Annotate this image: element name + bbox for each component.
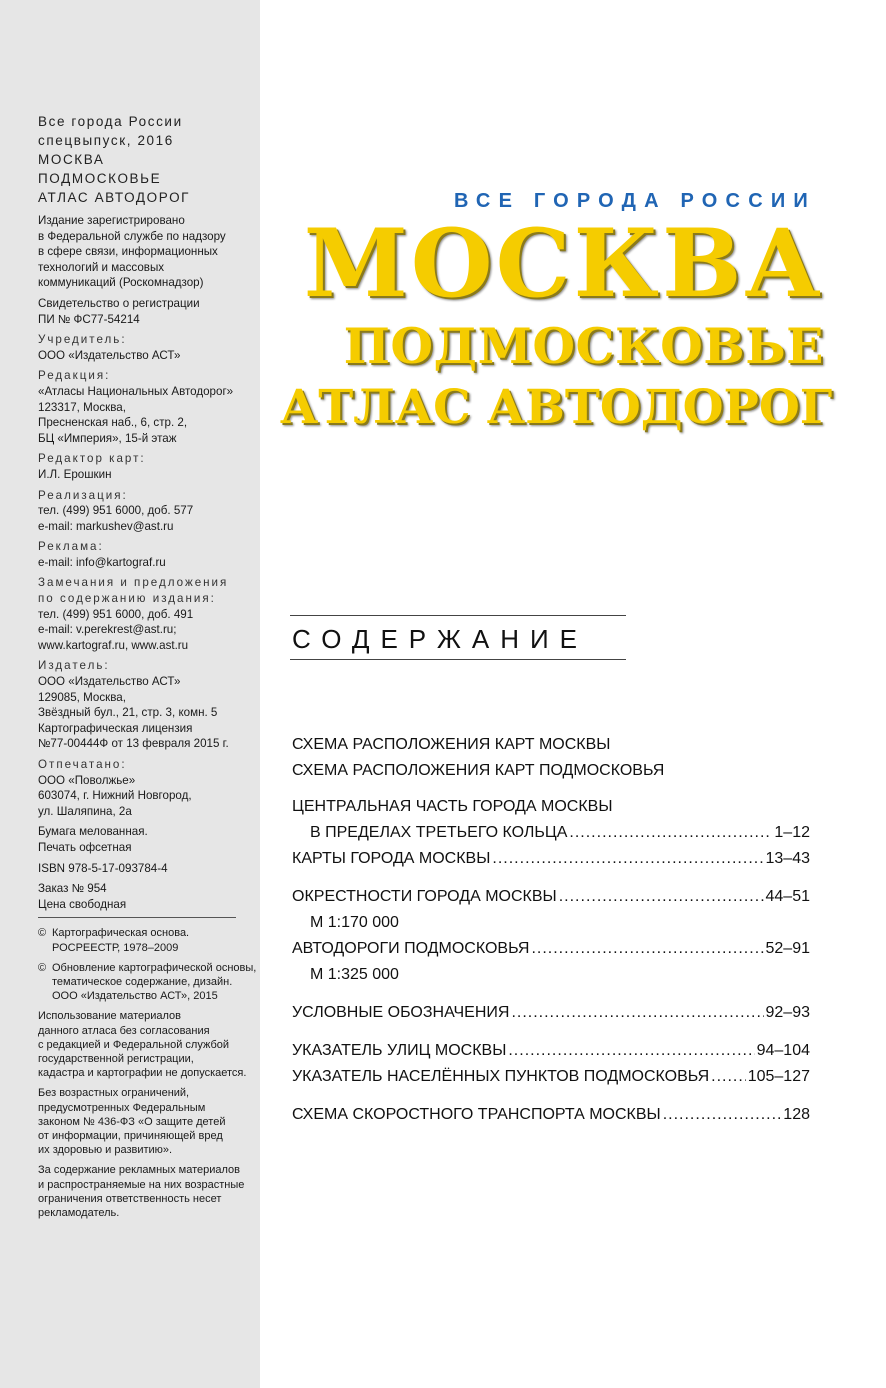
- text-line: ООО «Издательство АСТ»: [38, 348, 181, 362]
- toc-pages: 52–91: [765, 940, 810, 957]
- text-line: в сфере связи, информационных: [38, 245, 218, 259]
- toc-leader: [711, 1064, 746, 1090]
- text-line: Без возрастных ограничений,: [38, 1087, 190, 1100]
- text-line: Бумага мелованная.: [38, 825, 148, 839]
- text-line: тел. (499) 951 6000, доб. 491: [38, 607, 194, 621]
- text-line: Картографическая основа.: [52, 927, 190, 940]
- founder-label: Учредитель:: [38, 333, 127, 347]
- text-line: их здоровью и развитию».: [38, 1144, 173, 1157]
- map-editor-label: Редактор карт:: [38, 452, 146, 466]
- copyright-icon: ©: [38, 927, 47, 940]
- website-links[interactable]: www.kartograf.ru, www.ast.ru: [38, 638, 189, 652]
- sales-block: [38, 488, 258, 535]
- usage-notice: [38, 1009, 258, 1080]
- feedback-block: [38, 575, 258, 653]
- toc-leader: [569, 820, 772, 846]
- toc-entry[interactable]: [292, 758, 810, 784]
- text-line: БЦ «Империя», 15-й этаж: [38, 431, 177, 445]
- ads-email[interactable]: e-mail: info@kartograf.ru: [38, 555, 166, 569]
- publisher-block: [38, 658, 258, 752]
- text-line: Картографическая лицензия: [38, 721, 193, 735]
- toc-pages: 105–127: [747, 1068, 810, 1085]
- toc-leader: [663, 1102, 782, 1128]
- toc-entry[interactable]: [292, 1102, 810, 1128]
- toc-leader: [511, 1000, 763, 1026]
- toc-pages: 13–43: [765, 850, 810, 867]
- toc-label: УСЛОВНЫЕ ОБОЗНАЧЕНИЯ: [292, 1004, 510, 1021]
- text-line: №77-00444Ф от 13 февраля 2015 г.: [38, 737, 229, 751]
- text-line: РОСРЕЕСТР, 1978–2009: [52, 941, 179, 954]
- header-line: спецвыпуск, 2016: [38, 133, 174, 148]
- header-line: Все города России: [38, 114, 183, 129]
- title-road-atlas: АТЛАС АВТОДОРОГ: [280, 380, 833, 435]
- text-line: ул. Шаляпина, 2а: [38, 804, 132, 818]
- copyright-icon: ©: [38, 961, 47, 974]
- toc-leader: [531, 936, 763, 962]
- text-line: И.Л. Ерошкин: [38, 467, 112, 481]
- text-line: рекламодатель.: [38, 1207, 120, 1219]
- text-line: За содержание рекламных материалов: [38, 1164, 241, 1177]
- toc-rule-top: [290, 615, 626, 616]
- header-line: АТЛАС АВТОДОРОГ: [38, 190, 191, 205]
- text-line: ООО «Издательство АСТ», 2015: [52, 990, 218, 1003]
- header-line: ПОДМОСКОВЬЕ: [38, 171, 162, 186]
- toc-label: В ПРЕДЕЛАХ ТРЕТЬЕГО КОЛЬЦА: [310, 824, 568, 841]
- text-line: и распространяемые на них возрастные: [38, 1178, 245, 1191]
- divider: [38, 917, 236, 918]
- toc-pages: 92–93: [765, 1004, 810, 1021]
- text-line: технологий и массовых: [38, 260, 165, 274]
- toc-label: КАРТЫ ГОРОДА МОСКВЫ: [292, 850, 491, 867]
- price-text: Цена свободная: [38, 897, 127, 911]
- certificate-text: [38, 296, 258, 327]
- toc-label: УКАЗАТЕЛЬ УЛИЦ МОСКВЫ: [292, 1042, 507, 1059]
- toc-pages: 44–51: [765, 888, 810, 905]
- text-line: с редакцией и Федеральной службой: [38, 1038, 230, 1051]
- isbn: ISBN 978-5-17-093784-4: [38, 861, 168, 875]
- toc-pages: 128: [783, 1106, 810, 1123]
- toc-scale: [292, 910, 810, 936]
- toc-entry[interactable]: [292, 936, 810, 962]
- founder-block: [38, 332, 258, 363]
- toc-entry[interactable]: [292, 884, 810, 910]
- toc-entry[interactable]: [292, 820, 810, 846]
- toc-leader: [508, 1038, 754, 1064]
- imprint-content: [38, 112, 258, 1226]
- editorial-block: [38, 368, 258, 446]
- feedback-label: Замечания и предложения: [38, 576, 229, 590]
- ads-block: [38, 539, 258, 570]
- text-line: 123317, Москва,: [38, 400, 126, 414]
- title-moscow-region: ПОДМОСКОВЬЕ: [343, 317, 824, 375]
- text-line: Обновление картографической основы,: [52, 961, 257, 974]
- imprint-header: [38, 112, 258, 207]
- text-line: Звёздный бул., 21, стр. 3, комн. 5: [38, 706, 218, 720]
- text-line: законом № 436-ФЗ «О защите детей: [38, 1115, 226, 1128]
- text-line: коммуникаций (Роскомнадзор): [38, 276, 204, 290]
- editorial-label: Редакция:: [38, 369, 111, 383]
- ads-notice: [38, 1163, 258, 1220]
- toc-entry[interactable]: [292, 732, 810, 758]
- order-number: Заказ № 954: [38, 882, 107, 896]
- text-line: ПИ № ФС77-54214: [38, 312, 140, 326]
- toc-pages: 94–104: [756, 1042, 810, 1059]
- toc-label: М 1:325 000: [310, 966, 399, 983]
- text-line: 129085, Москва,: [38, 690, 126, 704]
- ads-label: Реклама:: [38, 540, 104, 554]
- registration-text: [38, 213, 258, 291]
- feedback-label: по содержанию издания:: [38, 592, 216, 606]
- text-line: от информации, причиняющей вред: [38, 1129, 223, 1142]
- title-moscow: МОСКВА: [303, 209, 824, 319]
- toc-pages: 1–12: [774, 824, 810, 841]
- toc-rule-bottom: [290, 659, 626, 660]
- text-line: в Федеральной службе по надзору: [38, 229, 226, 243]
- text-line: Свидетельство о регистрации: [38, 296, 200, 310]
- age-notice: [38, 1086, 258, 1157]
- toc-label: АВТОДОРОГИ ПОДМОСКОВЬЯ: [292, 940, 530, 957]
- toc-label: ОКРЕСТНОСТИ ГОРОДА МОСКВЫ: [292, 888, 557, 905]
- table-of-contents: [292, 732, 810, 1128]
- toc-entry[interactable]: [292, 794, 810, 820]
- sales-label: Реализация:: [38, 488, 128, 502]
- text-line: Использование материалов: [38, 1010, 182, 1023]
- text-line: Издание зарегистрировано: [38, 214, 185, 227]
- text-line: тематическое содержание, дизайн.: [52, 975, 233, 988]
- text-line: ООО «Издательство АСТ»: [38, 675, 181, 689]
- toc-label: СХЕМА РАСПОЛОЖЕНИЯ КАРТ ПОДМОСКОВЬЯ: [292, 762, 665, 779]
- publisher-label: Издатель:: [38, 659, 110, 673]
- toc-label: М 1:170 000: [310, 914, 399, 931]
- copyright-block: [38, 926, 258, 954]
- printed-block: [38, 757, 258, 819]
- text-line: кадастра и картографии не допускается.: [38, 1067, 247, 1080]
- text-line: государственной регистрации,: [38, 1052, 194, 1065]
- toc-entry[interactable]: [292, 1038, 810, 1064]
- toc-entry[interactable]: [292, 1064, 810, 1090]
- toc-scale: [292, 962, 810, 988]
- sales-email[interactable]: e-mail: markushev@ast.ru: [38, 519, 174, 533]
- toc-entry[interactable]: [292, 1000, 810, 1026]
- text-line: тел. (499) 951 6000, доб. 577: [38, 504, 194, 518]
- toc-label: ЦЕНТРАЛЬНАЯ ЧАСТЬ ГОРОДА МОСКВЫ: [292, 798, 613, 815]
- toc-label: СХЕМА СКОРОСТНОГО ТРАНСПОРТА МОСКВЫ: [292, 1106, 661, 1123]
- text-line: Печать офсетная: [38, 840, 132, 854]
- text-line: предусмотренных Федеральным: [38, 1101, 206, 1114]
- text-line: 603074, г. Нижний Новгород,: [38, 789, 192, 803]
- text-line: Пресненская наб., 6, стр. 2,: [38, 416, 188, 430]
- paper-block: [38, 824, 258, 855]
- text-line: ООО «Поволжье»: [38, 773, 136, 787]
- toc-label: СХЕМА РАСПОЛОЖЕНИЯ КАРТ МОСКВЫ: [292, 736, 611, 753]
- feedback-email[interactable]: e-mail: v.perekrest@ast.ru;: [38, 623, 177, 637]
- printed-label: Отпечатано:: [38, 758, 127, 771]
- toc-entry[interactable]: [292, 846, 810, 872]
- series-title: ВСЕ ГОРОДА РОССИИ: [454, 190, 816, 212]
- toc-leader: [492, 846, 763, 872]
- order-block: [38, 881, 258, 912]
- imprint-sidebar: [0, 0, 260, 1388]
- toc-leader: [559, 884, 764, 910]
- text-line: данного атласа без согласования: [38, 1024, 210, 1037]
- copyright-block: [38, 961, 258, 1004]
- toc-label: УКАЗАТЕЛЬ НАСЕЛЁННЫХ ПУНКТОВ ПОДМОСКОВЬЯ: [292, 1068, 710, 1085]
- map-editor-block: [38, 451, 258, 482]
- header-line: МОСКВА: [38, 152, 105, 167]
- text-line: «Атласы Национальных Автодорог»: [38, 384, 234, 398]
- toc-heading: СОДЕРЖАНИЕ: [292, 624, 589, 654]
- text-line: ограничения ответственность несет: [38, 1192, 222, 1205]
